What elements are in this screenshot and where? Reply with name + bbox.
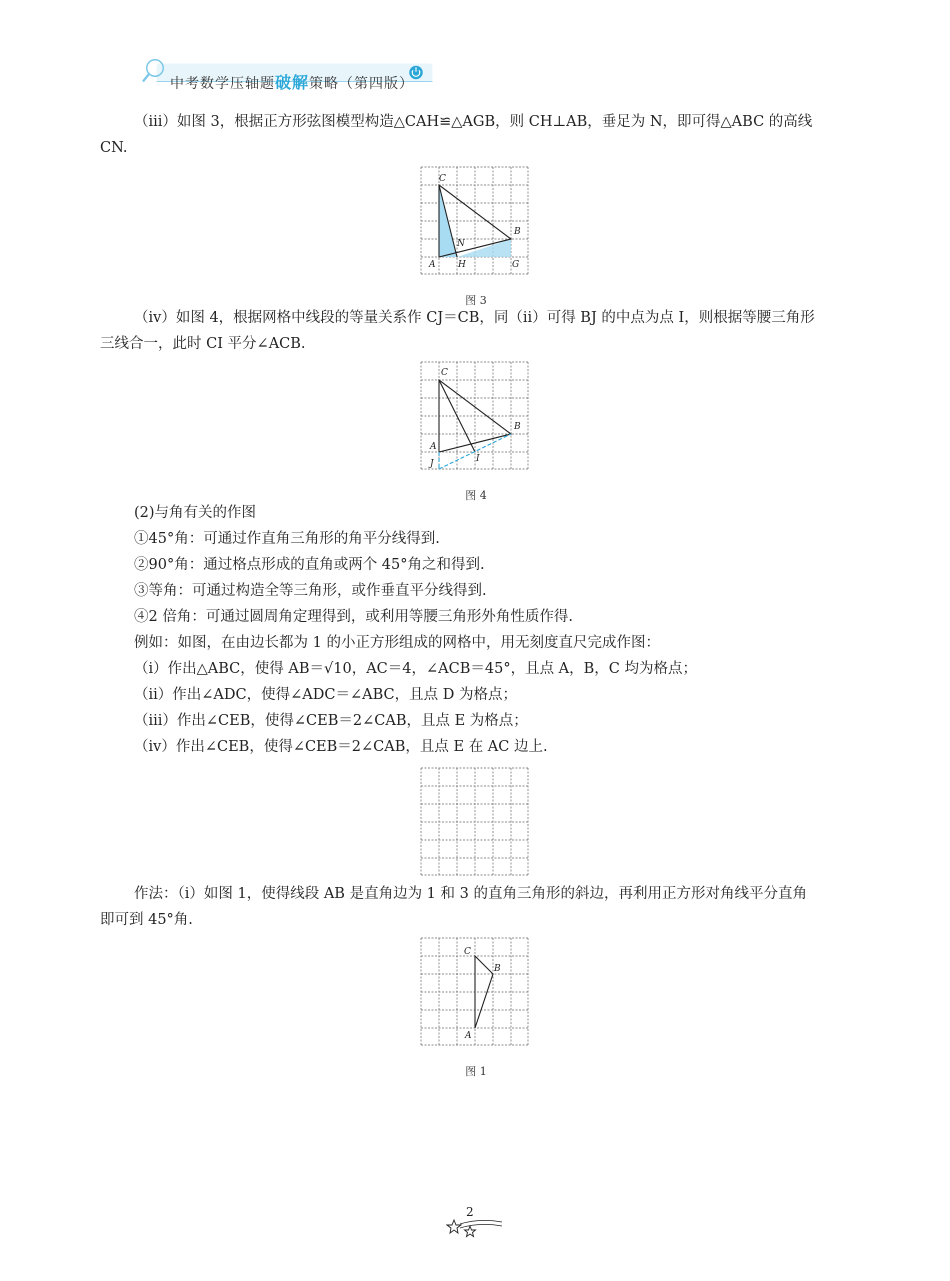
fig1-label-B: B [494,964,501,974]
fig3-label-C: C [439,174,446,184]
fig3-caption: 图 3 [465,294,487,307]
fig3-label-B: B [514,227,521,237]
example-intro: 例如：如图，在由边长都为 1 的小正方形组成的网格中，用无刻度直尺完成作图： [134,635,660,651]
fig3-label-A: A [429,260,436,270]
para-iv-line2: 三线合一，此时 CI 平分∠ACB. [100,336,306,352]
fig1-label-C: C [464,947,471,957]
fig1-label-A: A [465,1031,472,1041]
para-iii-line1: （ⅲ）如图 3，根据正方形弦图模型构造△CAH≌△AGB，则 CH⊥AB，垂足为 N，即可得△ABC 的高线 [134,114,813,130]
case-equal-angle: ③等角：可通过构造全等三角形，或作垂直平分线得到. [134,583,487,599]
fig1-caption: 图 1 [465,1065,487,1078]
question-iv: （ⅳ）作出∠CEB，使得∠CEB＝2∠CAB，且点 E 在 AC 边上. [134,739,548,755]
case-45-deg: ①45°角：可通过作直角三角形的角平分线得到. [134,531,440,547]
fig4-label-B: B [514,422,521,432]
section-2-heading: (2)与角有关的作图 [134,505,257,521]
figure-4 [420,361,530,471]
page-star-ornament [446,1214,506,1240]
fig4-label-C: C [441,368,448,378]
fig4-caption: 图 4 [465,489,487,502]
method-line2: 即可到 45°角. [100,912,193,928]
para-iii-line2: CN. [100,140,128,156]
page-number: 2 [466,1205,474,1219]
figure-1 [420,937,530,1047]
blank-grid [420,767,530,877]
para-iv-line1: （ⅳ）如图 4，根据网格中线段的等量关系作 CJ＝CB，同（ⅱ）可得 BJ 的中点为点 I，则根据等腰三角形 [134,310,815,326]
figure-3 [420,166,530,276]
question-iii: （ⅲ）作出∠CEB，使得∠CEB＝2∠CAB，且点 E 为格点； [134,713,528,729]
question-i: （ⅰ）作出△ABC，使得 AB＝√10，AC＝4，∠ACB＝45°，且点 A，B，C 均为格点； [134,661,698,677]
method-line1: 作法：（ⅰ）如图 1，使得线段 AB 是直角边为 1 和 3 的直角三角形的斜边，再利用正方形对角线平分直角 [134,886,807,902]
question-ii: （ⅱ）作出∠ADC，使得∠ADC＝∠ABC，且点 D 为格点； [134,687,517,703]
fig3-label-G: G [512,260,520,270]
fig4-label-J: J [430,459,434,469]
fig4-label-I: I [476,454,480,464]
case-90-deg: ②90°角：通过格点形成的直角或两个 45°角之和得到. [134,557,485,573]
header-title: 中考数学压轴题破解策略（第四版） [170,73,415,92]
fig3-label-H: H [458,260,466,270]
fig3-label-N: N [457,239,465,249]
fig4-label-A: A [430,442,437,452]
case-double-angle: ④2 倍角：可通过圆周角定理得到，或利用等腰三角形外角性质作得. [134,609,573,625]
